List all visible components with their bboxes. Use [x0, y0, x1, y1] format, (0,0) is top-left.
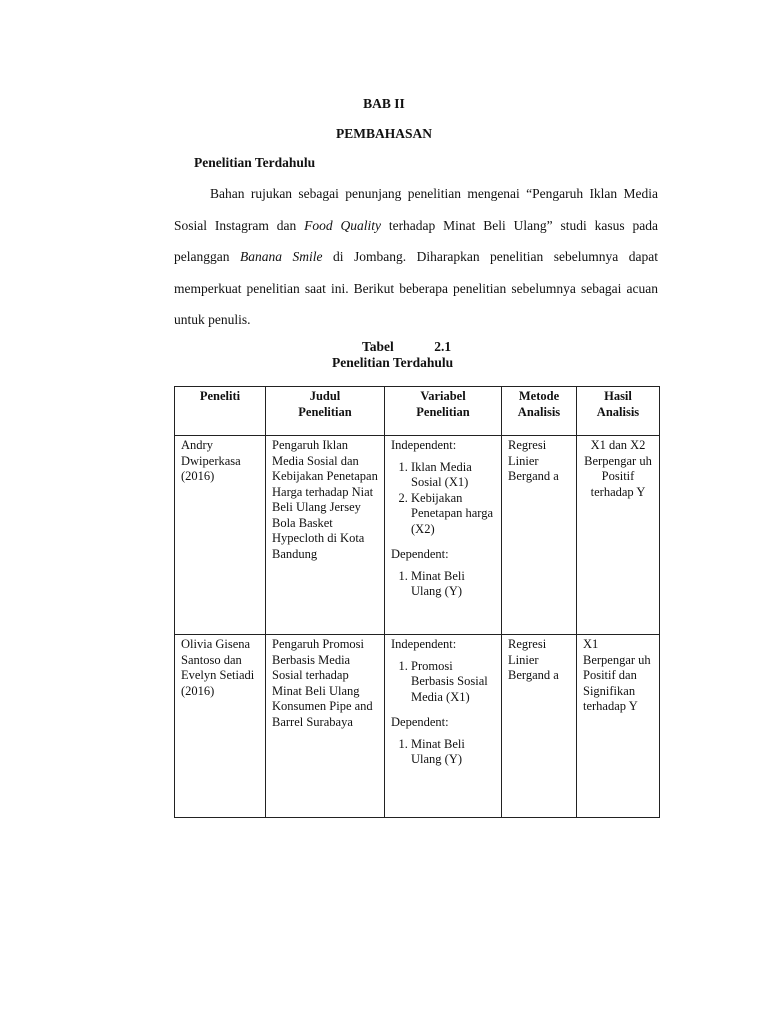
list-item: 1. Minat Beli Ulang (Y): [411, 569, 495, 600]
cell-peneliti: Olivia Gisena Santoso dan Evelyn Setiadi (2016): [175, 635, 266, 818]
header-judul: Judul Penelitian: [266, 387, 385, 436]
chapter-heading: BAB II: [363, 96, 405, 111]
cell-hasil: X1 Berpengar uh Positif dan Signifikan terhadap Y: [577, 635, 660, 818]
list-item: 1. Iklan Media Sosial (X1): [411, 460, 495, 491]
cell-peneliti: Andry Dwiperkasa (2016): [175, 436, 266, 635]
table-caption-title: Penelitian Terdahulu: [332, 355, 454, 370]
dependent-label: Dependent:: [391, 547, 449, 561]
table-caption-number: Tabel 2.1: [362, 339, 452, 354]
table-header-row: [175, 387, 660, 436]
independent-label: Independent:: [391, 438, 457, 452]
list-item: 1. Promosi Berbasis Sosial Media (X1): [411, 659, 495, 706]
list-item: 2. Kebijakan Penetapan harga (X2): [411, 491, 495, 538]
dependent-list: [391, 569, 495, 600]
independent-list: [391, 659, 495, 706]
header-metode: Metode Analisis: [502, 387, 577, 436]
cell-judul: Pengaruh Promosi Berbasis Media Sosial terhadap Minat Beli Ulang Konsumen Pipe and Barrel Surabaya: [266, 635, 385, 818]
banana-smile-term: Banana Smile: [239, 249, 323, 264]
cell-variabel: [385, 635, 502, 818]
dependent-label: Dependent:: [391, 715, 449, 729]
section-subheading: Penelitian Terdahulu: [194, 155, 316, 170]
cell-metode: Regresi Linier Bergand a: [502, 436, 577, 635]
paragraph-part-1: Bahan rujukan sebagai penunjang penelitian mengenai “Pengaruh Iklan Media Sosial Instagram dan: [174, 186, 658, 233]
paragraph-part-3: di Jombang. Diharapkan penelitian sebelumnya dapat memperkuat penelitian saat ini. Berikut beberapa penelitian sebelumnya sebagai acuan untuk penulis.: [174, 249, 658, 327]
table-row: [175, 635, 660, 818]
header-hasil: Hasil Analisis: [577, 387, 660, 436]
cell-variabel: [385, 436, 502, 635]
chapter-title: PEMBAHASAN: [335, 126, 432, 141]
research-table: [174, 386, 660, 818]
paragraph-part-2: terhadap Minat Beli Ulang” studi kasus pada pelanggan: [174, 217, 658, 264]
list-item: 1. Minat Beli Ulang (Y): [411, 737, 495, 768]
header-variabel: Variabel Penelitian: [385, 387, 502, 436]
body-paragraph: [174, 178, 658, 336]
dependent-list: [391, 737, 495, 768]
table-row: [175, 436, 660, 635]
cell-judul: Pengaruh Iklan Media Sosial dan Kebijakan Penetapan Harga terhadap Niat Beli Ulang Jersey Bola Basket Hypecloth di Kota Bandung: [266, 436, 385, 635]
independent-label: Independent:: [391, 637, 457, 651]
food-quality-term: Food Quality: [304, 217, 381, 233]
independent-list: [391, 460, 495, 538]
cell-hasil: X1 dan X2 Berpengar uh Positif terhadap Y: [577, 436, 660, 635]
header-peneliti: Peneliti: [175, 387, 266, 436]
cell-metode: Regresi Linier Bergand a: [502, 635, 577, 818]
